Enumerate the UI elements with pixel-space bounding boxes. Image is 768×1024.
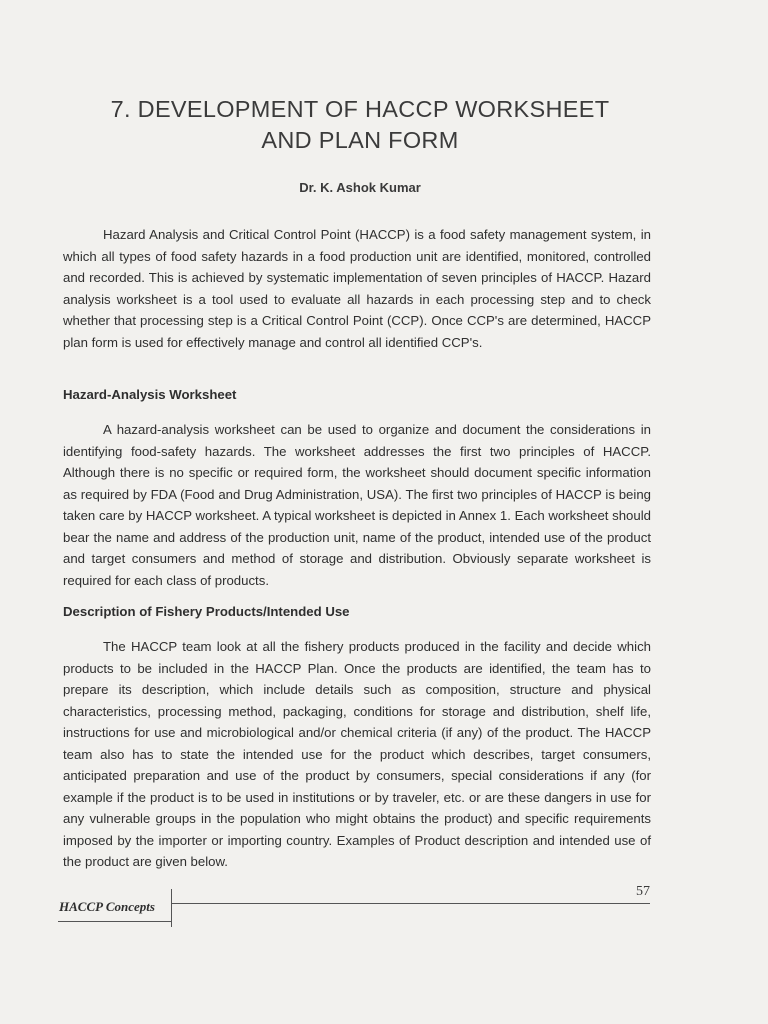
author-name: Dr. K. Ashok Kumar [299,180,421,195]
section-heading-product-description: Description of Fishery Products/Intended Use [63,604,350,619]
hazard-analysis-paragraph: A hazard-analysis worksheet can be used to organize and document the considerations in identifying food-safety hazards. The worksheet addresses the first two principles of HACCP. Although there is no specific or required form, the worksheet should document specific information as required by FDA (Food and Drug Administration, USA). The first two principles of HACCP is being taken care by HACCP worksheet. A typical worksheet is depicted in Annex 1. Each worksheet should bear the name and address of the production unit, name of the product, intended use of the product and target consumers and method of storage and distribution. Obviously separate worksheet is required for each class of products. [63,422,651,588]
footer-divider [171,889,172,927]
product-description-paragraph: The HACCP team look at all the fishery products produced in the facility and decide which products to be included in the HACCP Plan. Once the products are identified, the team has to prepare its description, which include details such as composition, structure and physical characteristics, processing method, packaging, conditions for storage and distribution, shelf life, instructions for use and microbiological and/or chemical criteria (if any) of the product. The HACCP team also has to state the intended use for the product which describes, target consumers, anticipated preparation and use of the product by consumers, special considerations if any (for example if the product is to be used in institutions or by traveler, etc. or are these dangers in use for any vulnerable groups in the population who might obtains the product) and specific requirements imposed by the importer or importing country. Examples of Product description and intended use of the product are given below. [63,639,651,869]
page-number: 57 [636,884,650,899]
footer-rule [172,903,650,904]
footer-book-title: HACCP Concepts [59,899,155,914]
title-line-1: 7. DEVELOPMENT OF HACCP WORKSHEET [110,96,610,122]
intro-paragraph: Hazard Analysis and Critical Control Point (HACCP) is a food safety management system, in which all types of food safety hazards in a food production unit are identified, monitored, controlled and recorded. This is achieved by systematic implementation of seven principles of HACCP. Hazard analysis worksheet is a tool used to evaluate all hazards in each processing step and to check whether that processing step is a Critical Control Point (CCP). Once CCP's are determined, HACCP plan form is used for effectively manage and control all identified CCP's. [63,227,651,350]
page-title [62,94,658,156]
footer-rule-left [58,921,172,922]
title-line-2: AND PLAN FORM [261,127,459,153]
section-heading-hazard-analysis: Hazard-Analysis Worksheet [63,387,237,402]
